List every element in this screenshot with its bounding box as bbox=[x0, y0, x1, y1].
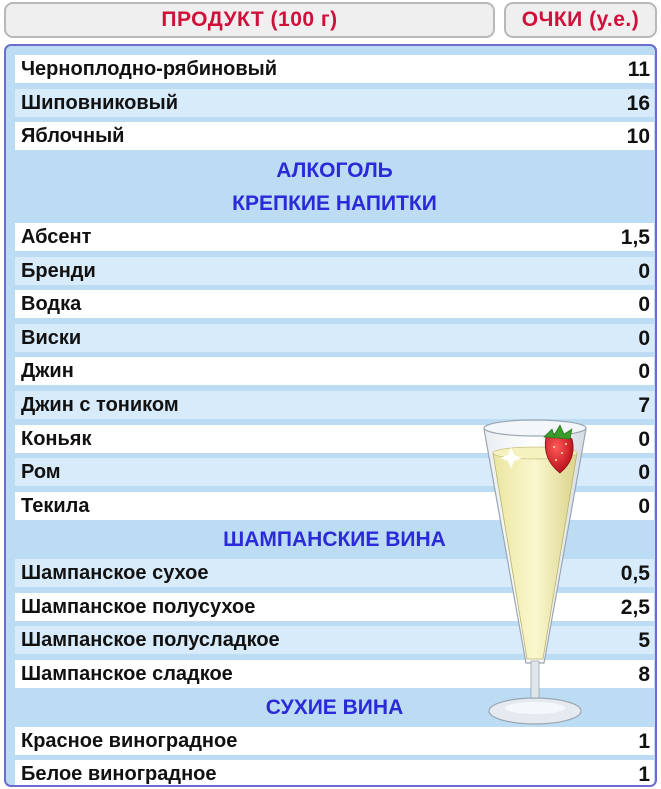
product-name: Яблочный bbox=[21, 125, 125, 148]
product-name: Шампанское сухое bbox=[21, 561, 209, 584]
table-row bbox=[15, 53, 654, 87]
points-value: 1,5 bbox=[620, 225, 650, 249]
champagne-glass-illustration bbox=[480, 415, 590, 735]
product-name: Шампанское полусладкое bbox=[21, 629, 280, 652]
points-value: 10 bbox=[626, 125, 650, 149]
product-name: Шиповниковый bbox=[21, 91, 178, 114]
product-name: Текила bbox=[21, 494, 90, 517]
row-background bbox=[15, 223, 654, 251]
column-header-points-label: ОЧКИ (у.е.) bbox=[521, 8, 640, 31]
product-name: Ром bbox=[21, 461, 61, 484]
section-title: АЛКОГОЛЬ bbox=[276, 158, 393, 182]
points-value: 0 bbox=[638, 461, 650, 485]
column-header-product-label: ПРОДУКТ (100 г) bbox=[161, 8, 338, 31]
points-value: 0 bbox=[638, 259, 650, 283]
product-name: Белое виноградное bbox=[21, 763, 217, 786]
row-background bbox=[15, 324, 654, 352]
product-name: Коньяк bbox=[21, 427, 92, 450]
points-value: 1 bbox=[638, 763, 650, 787]
points-value: 11 bbox=[627, 58, 650, 81]
points-value: 16 bbox=[626, 91, 650, 115]
section-title: ШАМПАНСКИЕ ВИНА bbox=[223, 528, 446, 552]
table-row bbox=[15, 758, 654, 787]
table-row bbox=[15, 221, 654, 255]
table-row bbox=[15, 120, 654, 154]
points-value: 7 bbox=[638, 393, 650, 417]
section-title: КРЕПКИЕ НАПИТКИ bbox=[232, 192, 437, 216]
product-name: Джин bbox=[21, 360, 74, 383]
column-header-product bbox=[4, 2, 495, 38]
points-value: 0 bbox=[638, 427, 650, 451]
column-header-points bbox=[504, 2, 657, 38]
table-row bbox=[15, 322, 654, 356]
points-value: 0 bbox=[638, 360, 650, 384]
points-value: 0,5 bbox=[620, 561, 650, 585]
points-value: 5 bbox=[638, 629, 650, 653]
section-title: СУХИЕ ВИНА bbox=[265, 696, 404, 720]
product-name: Шампанское полусухое bbox=[21, 595, 256, 618]
table-row bbox=[15, 355, 654, 389]
row-background bbox=[15, 357, 654, 385]
section-header bbox=[15, 154, 654, 188]
product-name: Бренди bbox=[21, 259, 96, 282]
points-value: 1 bbox=[638, 729, 650, 753]
table-row bbox=[15, 255, 654, 289]
product-name: Красное виноградное bbox=[21, 729, 238, 752]
points-value: 8 bbox=[638, 662, 650, 686]
table-row bbox=[15, 87, 654, 121]
points-value: 0 bbox=[638, 494, 650, 518]
product-name: Абсент bbox=[21, 225, 92, 248]
section-header bbox=[15, 187, 654, 221]
row-background bbox=[15, 257, 654, 285]
points-value: 2,5 bbox=[620, 595, 650, 619]
product-name: Джин с тоником bbox=[21, 393, 179, 416]
row-background bbox=[15, 290, 654, 318]
product-name: Виски bbox=[21, 326, 82, 349]
product-name: Водка bbox=[21, 293, 82, 316]
points-value: 0 bbox=[638, 293, 650, 317]
product-name: Черноплодно-рябиновый bbox=[21, 58, 278, 80]
product-name: Шампанское сладкое bbox=[21, 662, 233, 685]
points-value: 0 bbox=[638, 326, 650, 350]
table-row bbox=[15, 288, 654, 322]
